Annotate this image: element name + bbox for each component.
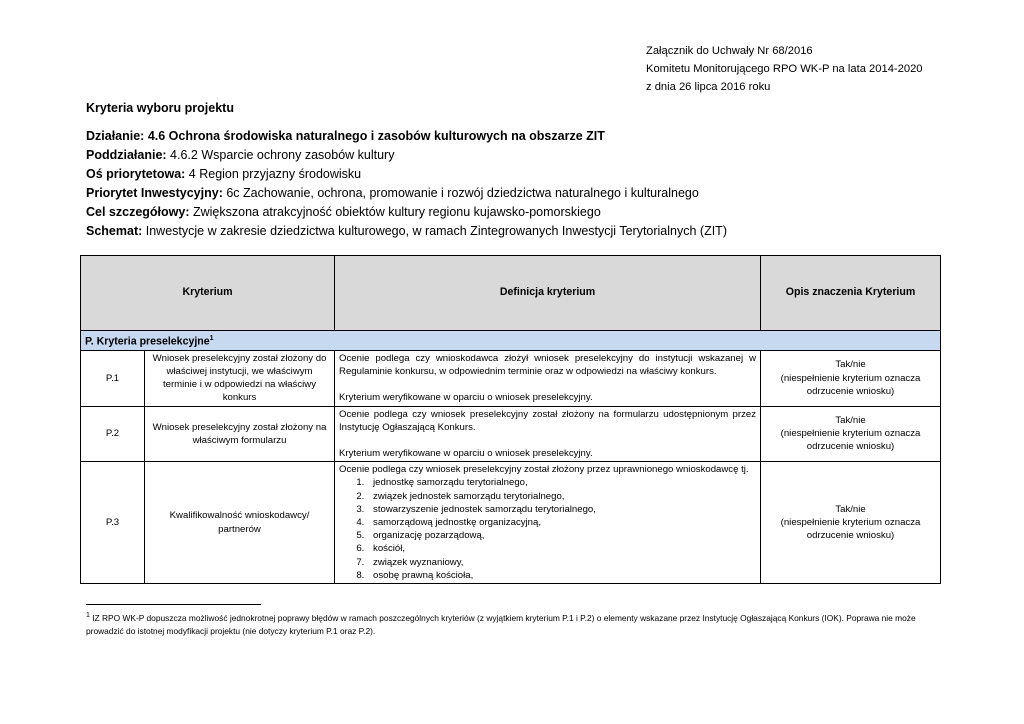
criterion-opis	[761, 462, 941, 584]
list-item: 7. związek wyznaniowy,	[367, 556, 756, 569]
meta-label: Oś priorytetowa:	[86, 167, 186, 181]
group-row	[81, 331, 941, 351]
definition-note: Kryterium weryfikowane w oparciu o wniosek preselekcyjny.	[339, 447, 593, 459]
meta-value: 4.6.2 Wsparcie ochrony zasobów kultury	[166, 148, 395, 162]
definition-note: Kryterium weryfikowane w oparciu o wniosek preselekcyjny.	[339, 392, 593, 404]
meta-row-cel	[86, 203, 727, 222]
opis-line: Tak/nie	[835, 503, 866, 515]
footnote-divider	[86, 604, 261, 605]
criterion-name: Wniosek preselekcyjny został złożony do właściwej instytucji, we właściwym terminie i w odpowiedzi na właściwy konkurs	[145, 350, 335, 406]
opis-line: (niespełnienie kryterium oznacza	[780, 516, 921, 528]
meta-value: Inwestycje w zakresie dziedzictwa kulturowego, w ramach Zintegrowanych Inwestycji Terytorialnych (ZIT)	[142, 224, 727, 238]
group-label-cell	[81, 331, 941, 351]
criterion-definition	[335, 406, 761, 462]
criterion-opis	[761, 406, 941, 462]
criterion-opis	[761, 350, 941, 406]
header-line: Załącznik do Uchwały Nr 68/2016	[646, 45, 813, 57]
definition-text: Ocenie podlega czy wniosek preselekcyjny został złożony na formularzu udostępnionym przez Instytucję Ogłaszającą Konkurs.	[339, 408, 757, 433]
criterion-name: Wniosek preselekcyjny został złożony na właściwym formularzu	[145, 406, 335, 462]
document-header	[646, 42, 923, 96]
list-item: 2. związek jednostek samorządu terytorialnego,	[367, 490, 756, 503]
meta-value: 4.6 Ochrona środowiska naturalnego i zasobów kulturowych na obszarze ZIT	[144, 129, 605, 143]
opis-line: odrzucenie wniosku)	[806, 530, 895, 542]
opis-line: (niespełnienie kryterium oznacza	[780, 428, 921, 440]
header-line: z dnia 26 lipca 2016 roku	[646, 81, 771, 93]
opis-line: odrzucenie wniosku)	[806, 441, 895, 453]
meta-row-priorytet	[86, 184, 727, 203]
definition-text: Ocenie podlega czy wniosek preselekcyjny został złożony przez uprawnionego wnioskodawcę tj.	[339, 464, 749, 476]
criterion-definition	[335, 350, 761, 406]
header-opis: Opis znaczenia Kryterium	[761, 256, 941, 331]
table-row	[81, 462, 941, 584]
project-meta	[86, 127, 727, 241]
group-label: P. Kryteria preselekcyjne	[85, 335, 210, 348]
table-row	[81, 350, 941, 406]
meta-label: Schemat:	[86, 224, 143, 238]
footnote-ref: 1	[209, 335, 214, 342]
header-kryterium: Kryterium	[81, 256, 335, 331]
meta-row-schemat	[86, 222, 727, 241]
footnote	[86, 609, 942, 638]
meta-label: Cel szczegółowy:	[86, 205, 190, 219]
list-item: 3. stowarzyszenie jednostek samorządu terytorialnego,	[367, 503, 756, 516]
criteria-table	[80, 255, 941, 584]
footnote-number: 1	[86, 612, 90, 619]
definition-text: Ocenie podlega czy wnioskodawca złożył wniosek preselekcyjny do instytucji wskazanej w Regulaminie konkursu, w odpowiednim terminie oraz w odpowiedzi na właściwy konkurs.	[339, 352, 757, 378]
list-item: 1. jednostkę samorządu terytorialnego,	[367, 476, 756, 489]
header-line: Komitetu Monitorującego RPO WK-P na lata 2014-2020	[646, 63, 923, 75]
table-header-row	[81, 256, 941, 331]
list-item: 6. kościół,	[367, 542, 756, 555]
section-title: Kryteria wyboru projektu	[86, 101, 234, 115]
meta-value: 4 Region przyjazny środowisku	[185, 167, 362, 181]
opis-line: (niespełnienie kryterium oznacza	[780, 372, 921, 384]
criterion-definition	[335, 462, 761, 584]
meta-label: Priorytet Inwestycyjny:	[86, 186, 223, 200]
eligible-applicants-list	[339, 476, 756, 582]
meta-label: Poddziałanie:	[86, 148, 167, 162]
list-item: 4. samorządową jednostkę organizacyjną,	[367, 516, 756, 529]
criterion-id: P.1	[81, 350, 145, 406]
list-item: 8. osobę prawną kościoła,	[367, 569, 756, 582]
criterion-id: P.3	[81, 462, 145, 584]
table-row	[81, 406, 941, 462]
header-definicja: Definicja kryterium	[335, 256, 761, 331]
opis-line: Tak/nie	[835, 415, 866, 427]
criterion-name: Kwalifikowalność wnioskodawcy/ partnerów	[145, 462, 335, 584]
opis-line: odrzucenie wniosku)	[806, 385, 895, 397]
meta-label: Działanie:	[86, 129, 145, 143]
criterion-id: P.2	[81, 406, 145, 462]
meta-row-poddzialanie	[86, 146, 727, 165]
list-item: 5. organizację pozarządową,	[367, 529, 756, 542]
meta-value: 6c Zachowanie, ochrona, promowanie i rozwój dziedzictwa naturalnego i kulturalnego	[222, 186, 699, 200]
meta-value: Zwiększona atrakcyjność obiektów kultury regionu kujawsko-pomorskiego	[189, 205, 601, 219]
opis-line: Tak/nie	[835, 359, 866, 371]
footnote-text: IZ RPO WK-P dopuszcza możliwość jednokrotnej poprawy błędów w ramach poszczególnych kryteriów (z wyjątkiem kryterium P.1 i P.2) o elementy wskazane przez Instytucję Ogłaszającą Konkurs (IOK). Poprawa nie może prowadzić do istotnej modyfikacji projektu (nie dotyczy kryterium P.1 oraz P.2).	[86, 612, 916, 636]
meta-row-dzialanie	[86, 127, 727, 146]
meta-row-os	[86, 165, 727, 184]
